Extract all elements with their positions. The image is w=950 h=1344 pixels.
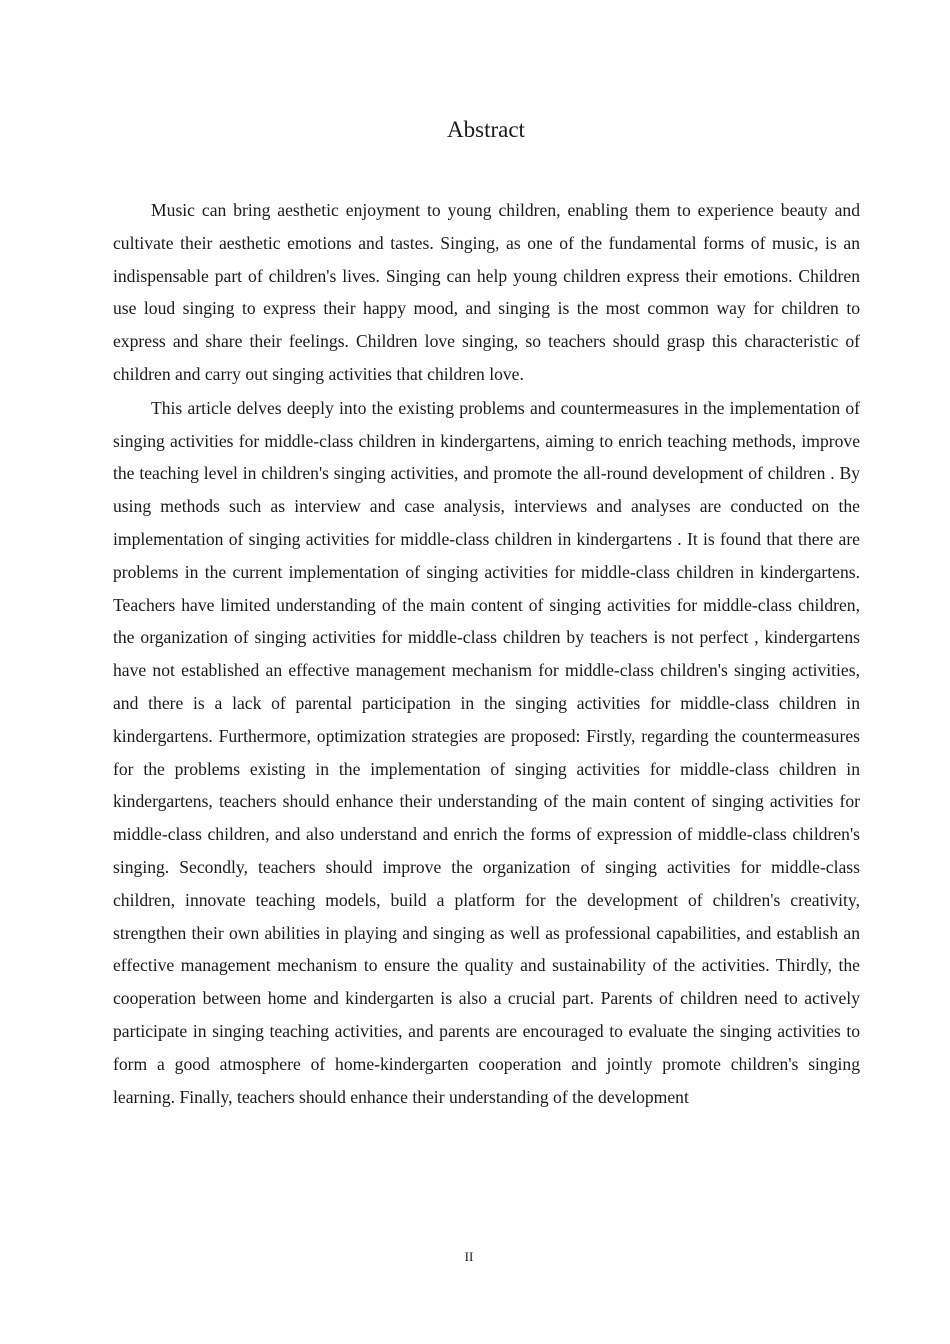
abstract-body bbox=[113, 194, 860, 1114]
abstract-paragraph-1: Music can bring aesthetic enjoyment to young children, enabling them to experience beauty and cultivate their aesthetic emotions and tastes. Singing, as one of the fundamental forms of music, is an indispensable part of children's lives. Singing can help young children express their emotions. Children use loud singing to express their happy mood, and singing is the most common way for children to express and share their feelings. Children love singing, so teachers should grasp this characteristic of children and carry out singing activities that children love. bbox=[113, 200, 860, 384]
page-number: II bbox=[464, 1249, 474, 1264]
page-title: Abstract bbox=[447, 117, 525, 142]
abstract-paragraph-2: This article delves deeply into the existing problems and countermeasures in the implementation of singing activities for middle-class children in kindergartens, aiming to enrich teaching methods, improve the teaching level in children's singing activities, and promote the all-round development of children . By using methods such as interview and case analysis, interviews and analyses are conducted on the implementation of singing activities for middle-class children in kindergartens . It is found that there are problems in the current implementation of singing activities for middle-class children in kindergartens. Teachers have limited understanding of the main content of singing activities for middle-class children, the organization of singing activities for middle-class children by teachers is not perfect , kindergartens have not established an effective management mechanism for middle-class children's singing activities, and there is a lack of parental participation in the singing activities for middle-class children in kindergartens. Furthermore, optimization strategies are proposed: Firstly, regarding the countermeasures for the problems existing in the implementation of singing activities for middle-class children in kindergartens, teachers should enhance their understanding of the main content of singing activities for middle-class children, and also understand and enrich the forms of expression of middle-class children's singing. Secondly, teachers should improve the organization of singing activities for middle-class children, innovate teaching models, build a platform for the development of children's creativity, strengthen their own abilities in playing and singing as well as professional capabilities, and establish an effective management mechanism to ensure the quality and sustainability of the activities. Thirdly, the cooperation between home and kindergarten is also a crucial part. Parents of children need to actively participate in singing teaching activities, and parents are encouraged to evaluate the singing activities to form a good atmosphere of home-kindergarten cooperation and jointly promote children's singing learning. Finally, teachers should enhance their understanding of the development bbox=[113, 397, 860, 1107]
